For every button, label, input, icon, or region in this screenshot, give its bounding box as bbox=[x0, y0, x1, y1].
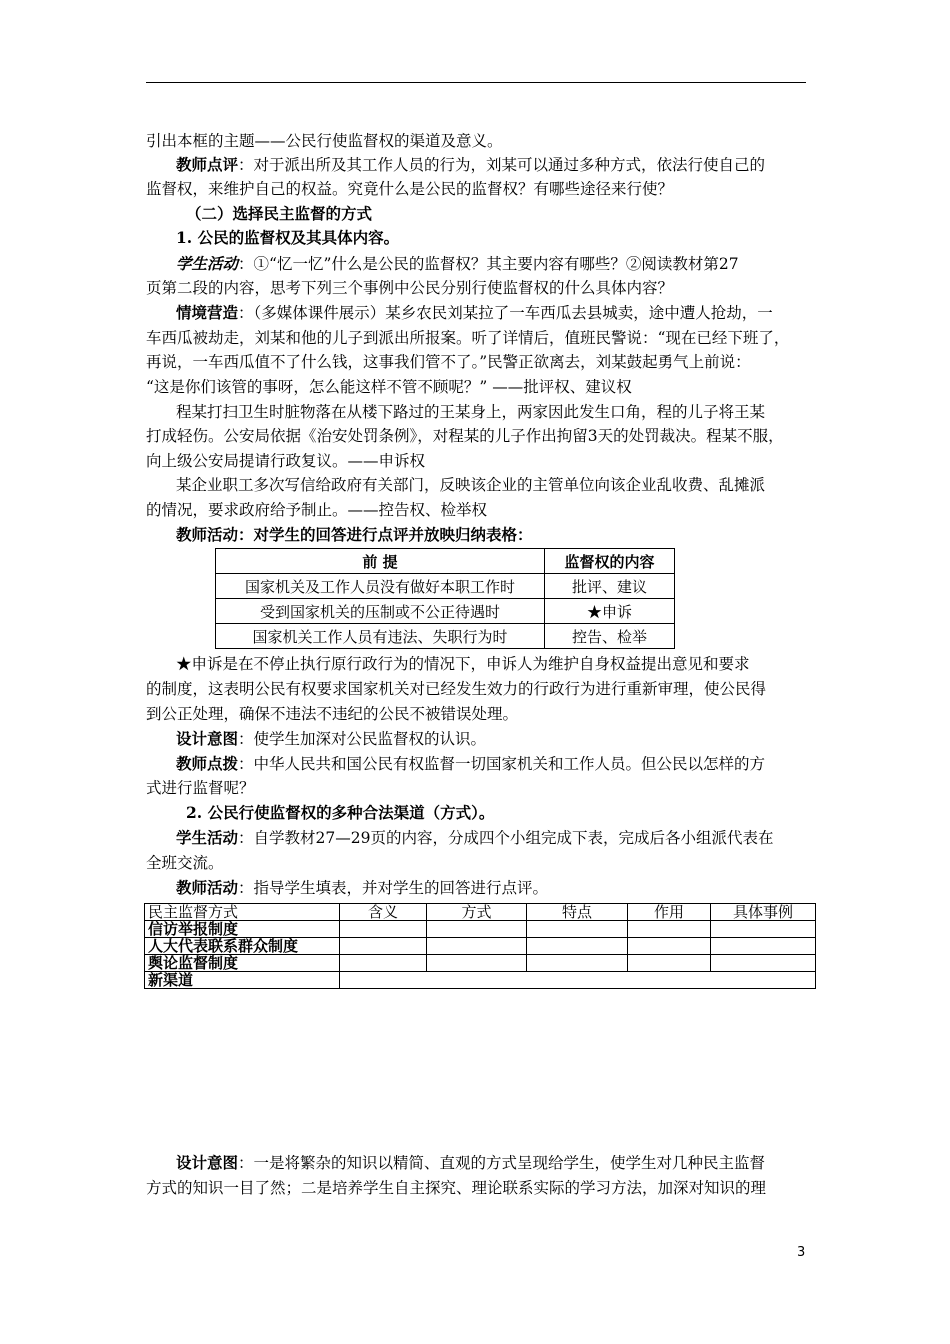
table-cell bbox=[340, 955, 427, 972]
text: ：中华人民共和国公民有权监督一切国家机关和工作人员。但公民以怎样的方 bbox=[238, 755, 766, 773]
text: ：（多媒体课件展示）某乡农民刘某拉了一车西瓜去县城卖，途中遭人抢劫，一 bbox=[238, 304, 773, 322]
teacher-comment-line1 bbox=[176, 153, 810, 177]
scenario-line1 bbox=[176, 301, 810, 325]
subheading-2: 2. 公民行使监督权的多种合法渠道（方式）。 bbox=[186, 803, 495, 822]
label-teacher-activity: 教师活动 bbox=[176, 878, 239, 897]
table-header: 民主监督方式 bbox=[145, 904, 340, 921]
table-cell bbox=[711, 938, 816, 955]
design-intent-2-line1 bbox=[176, 1151, 810, 1175]
table-cell bbox=[340, 972, 816, 989]
table-row bbox=[216, 624, 675, 649]
section-heading-2: （二）选择民主监督的方式 bbox=[186, 204, 373, 223]
table-header: 前 提 bbox=[216, 549, 545, 574]
table-header: 含义 bbox=[340, 904, 427, 921]
paragraph-intro: 引出本框的主题——公民行使监督权的渠道及意义。 bbox=[146, 132, 503, 150]
scenario-line3: 再说，一车西瓜值不了什么钱，这事我们管不了。”民警正欲离去，刘某鼓起勇气上前说： bbox=[146, 353, 751, 371]
subheading-1: 1. 公民的监督权及其具体内容。 bbox=[176, 228, 400, 247]
teacher-comment-line2: 监督权，来维护自己的权益。究竟什么是公民的监督权？有哪些途径来行使？ bbox=[146, 180, 674, 198]
student-activity2-line2: 全班交流。 bbox=[146, 854, 224, 872]
table-cell: 舆论监督制度 bbox=[145, 955, 340, 972]
table-header-row bbox=[145, 904, 816, 921]
text: ：①“忆一忆”什么是公民的监督权？其主要内容有哪些？②阅读教材第27 bbox=[238, 255, 739, 273]
text: ：自学教材27—29页的内容，分成四个小组完成下表，完成后各小组派代表在 bbox=[238, 829, 774, 847]
label-teacher-comment: 教师点评 bbox=[176, 155, 239, 174]
teacher-activity2 bbox=[176, 876, 810, 900]
label-student-activity: 学生活动 bbox=[176, 828, 239, 847]
supervision-methods-table bbox=[144, 903, 816, 989]
table-header: 具体事例 bbox=[711, 904, 816, 921]
student-activity-line2: 页第二段的内容，思考下列三个事例中公民分别行使监督权的什么具体内容？ bbox=[146, 279, 674, 297]
scenario-line2: 车西瓜被劫走，刘某和他的儿子到派出所报案。听了详情后，值班民警说：“现在已经下班了， bbox=[146, 329, 790, 347]
table-cell bbox=[628, 921, 711, 938]
table-header-row bbox=[216, 549, 675, 574]
case3-line1: 某企业职工多次写信给政府有关部门，反映该企业的主管单位向该企业乱收费、乱摊派 bbox=[176, 476, 766, 494]
table-row bbox=[216, 574, 675, 599]
table-cell bbox=[427, 955, 527, 972]
table-cell: 批评、建议 bbox=[545, 574, 675, 599]
case3-line2: 的情况，要求政府给予制止。——控告权、检举权 bbox=[146, 501, 488, 519]
label-design-intent: 设计意图 bbox=[176, 729, 239, 748]
text: ：使学生加深对公民监督权的认识。 bbox=[238, 730, 487, 748]
label-student-activity: 学生活动 bbox=[176, 254, 239, 273]
table-cell: 国家机关及工作人员没有做好本职工作时 bbox=[216, 574, 545, 599]
table-cell bbox=[628, 955, 711, 972]
teacher-activity-heading: 教师活动：对学生的回答进行点评并放映归纳表格： bbox=[176, 525, 533, 544]
table-cell bbox=[340, 921, 427, 938]
text: ：指导学生填表，并对学生的回答进行点评。 bbox=[238, 879, 549, 897]
label-design-intent: 设计意图 bbox=[176, 1153, 239, 1172]
table-cell: ★申诉 bbox=[545, 599, 675, 624]
table-cell: 新渠道 bbox=[145, 972, 340, 989]
teacher-guide-line1 bbox=[176, 752, 810, 776]
table-cell bbox=[427, 921, 527, 938]
table-header: 特点 bbox=[527, 904, 628, 921]
rights-summary-table bbox=[215, 548, 675, 649]
table-row bbox=[145, 955, 816, 972]
case2-line2: 打成轻伤。公安局依据《治安处罚条例》，对程某的儿子作出拘留3天的处罚裁决。程某不服， bbox=[146, 427, 784, 445]
student-activity-line1 bbox=[176, 252, 810, 276]
table-header: 监督权的内容 bbox=[545, 549, 675, 574]
table-cell: 人大代表联系群众制度 bbox=[145, 938, 340, 955]
label-scenario: 情境营造 bbox=[176, 303, 239, 322]
table-cell: 受到国家机关的压制或不公正待遇时 bbox=[216, 599, 545, 624]
table-row bbox=[145, 921, 816, 938]
table-cell bbox=[427, 938, 527, 955]
label-teacher-guide: 教师点拨 bbox=[176, 754, 239, 773]
student-activity2-line1 bbox=[176, 826, 810, 850]
table-row bbox=[145, 938, 816, 955]
teacher-guide-line2: 式进行监督呢？ bbox=[146, 779, 255, 797]
appeal-note-line1: ★申诉是在不停止执行原行政行为的情况下，申诉人为维护自身权益提出意见和要求 bbox=[176, 655, 750, 673]
text: ：对于派出所及其工作人员的行为，刘某可以通过多种方式，依法行使自己的 bbox=[238, 156, 766, 174]
appeal-note-line2: 的制度，这表明公民有权要求国家机关对已经发生效力的行政行为进行重新审理，使公民得 bbox=[146, 680, 767, 698]
table-cell bbox=[340, 938, 427, 955]
table-header: 作用 bbox=[628, 904, 711, 921]
table-cell bbox=[628, 938, 711, 955]
page-number: 3 bbox=[797, 1245, 806, 1260]
table-cell bbox=[711, 955, 816, 972]
table-cell bbox=[711, 921, 816, 938]
table-header: 方式 bbox=[427, 904, 527, 921]
case2-line3: 向上级公安局提请行政复议。——申诉权 bbox=[146, 452, 426, 470]
appeal-note-line3: 到公正处理，确保不违法不违纪的公民不被错误处理。 bbox=[146, 705, 519, 723]
table-cell bbox=[527, 938, 628, 955]
table-cell: 信访举报制度 bbox=[145, 921, 340, 938]
table-row bbox=[216, 599, 675, 624]
design-intent-2-line2: 方式的知识一目了然；二是培养学生自主探究、理论联系实际的学习方法，加深对知识的理 bbox=[146, 1179, 767, 1197]
case2-line1: 程某打扫卫生时脏物落在从楼下路过的王某身上，两家因此发生口角，程的儿子将王某 bbox=[176, 403, 766, 421]
table-row bbox=[145, 972, 816, 989]
table-cell bbox=[527, 921, 628, 938]
design-intent-1 bbox=[176, 727, 810, 751]
table-cell: 控告、检举 bbox=[545, 624, 675, 649]
table-cell: 国家机关工作人员有违法、失职行为时 bbox=[216, 624, 545, 649]
scenario-line4: “这是你们该管的事呀，怎么能这样不管不顾呢？” ——批评权、建议权 bbox=[146, 378, 632, 396]
text: ：一是将繁杂的知识以精简、直观的方式呈现给学生，使学生对几种民主监督 bbox=[238, 1154, 766, 1172]
table-cell bbox=[527, 955, 628, 972]
header-rule bbox=[146, 82, 806, 83]
